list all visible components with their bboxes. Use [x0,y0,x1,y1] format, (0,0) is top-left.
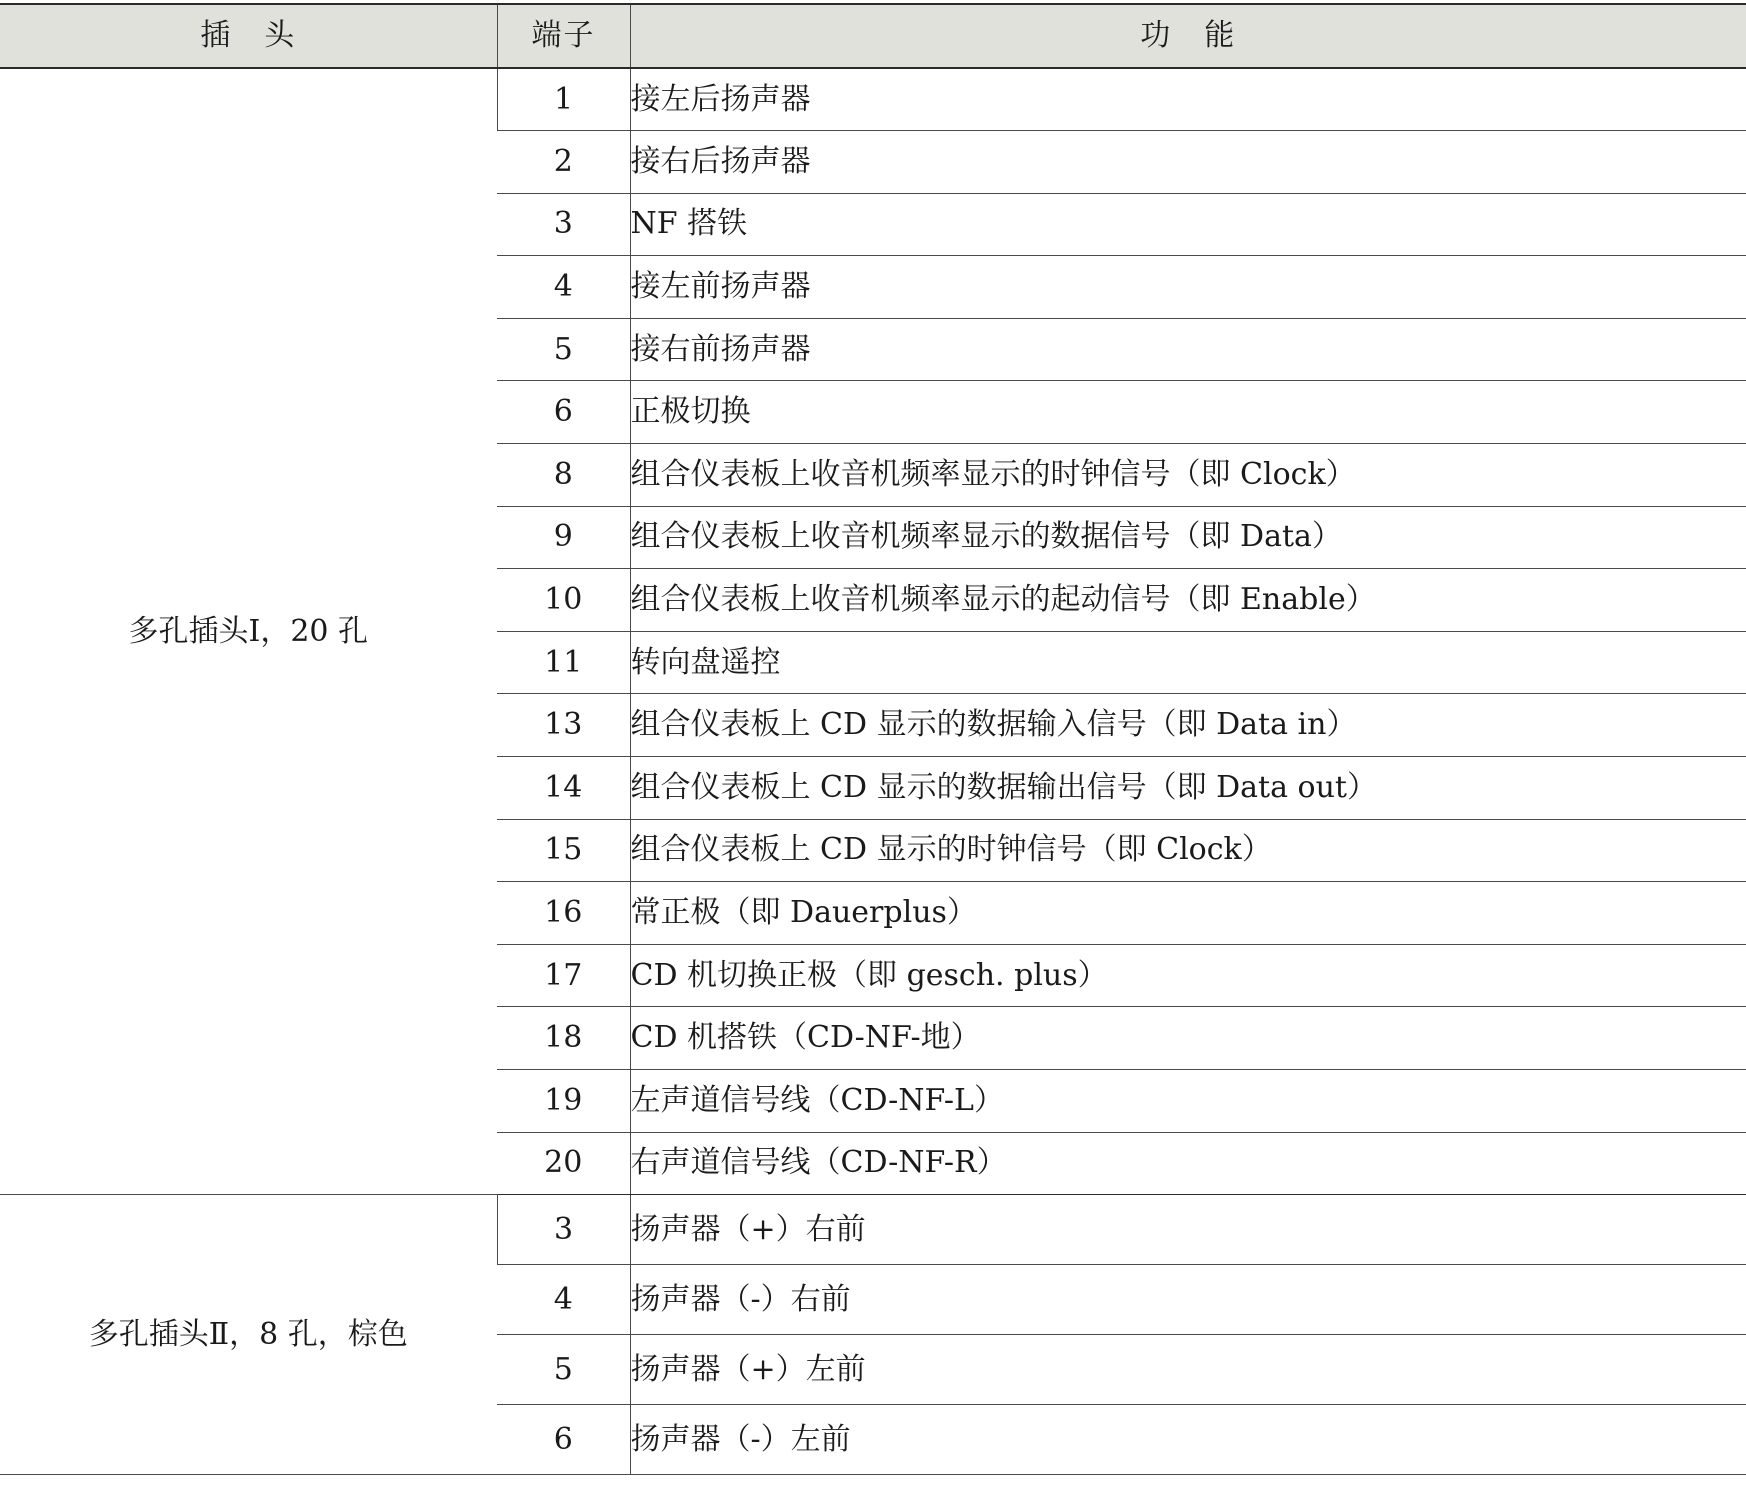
pin-function-cell: 组合仪表板上 CD 显示的数据输入信号（即 Data in） [630,694,1746,757]
table-row [0,1195,1746,1265]
pin-function-cell: 接左前扬声器 [630,256,1746,319]
pin-function-cell: NF 搭铁 [630,193,1746,256]
pin-number-cell: 4 [497,1265,630,1335]
pin-function-cell: 接左后扬声器 [630,68,1746,131]
table-row [0,68,1746,131]
plug-group-2 [0,1195,1746,1475]
pin-number-cell: 2 [497,131,630,194]
pin-number-cell: 10 [497,569,630,632]
table-header [0,4,1746,68]
pin-number-cell: 13 [497,694,630,757]
pin-function-cell: 扬声器（+）右前 [630,1195,1746,1265]
pin-function-cell: 扬声器（-）右前 [630,1265,1746,1335]
pin-function-cell: 组合仪表板上 CD 显示的时钟信号（即 Clock） [630,819,1746,882]
pin-number-cell: 1 [497,68,630,131]
pin-number-cell: 5 [497,318,630,381]
pin-number-cell: 19 [497,1070,630,1133]
pin-number-cell: 6 [497,1405,630,1475]
plug-group-1 [0,68,1746,1195]
pin-number-cell: 4 [497,256,630,319]
pin-number-cell: 18 [497,1007,630,1070]
header-row [0,4,1746,68]
pin-number-cell: 20 [497,1132,630,1195]
pin-number-cell: 14 [497,757,630,820]
pin-number-cell: 8 [497,444,630,507]
pin-number-cell: 3 [497,193,630,256]
pin-number-cell: 5 [497,1335,630,1405]
pin-function-cell: 正极切换 [630,381,1746,444]
pin-function-cell: 扬声器（-）左前 [630,1405,1746,1475]
pin-function-cell: 转向盘遥控 [630,631,1746,694]
pin-number-cell: 15 [497,819,630,882]
pin-function-cell: 接右后扬声器 [630,131,1746,194]
pin-function-cell: 接右前扬声器 [630,318,1746,381]
pin-number-cell: 3 [497,1195,630,1265]
pin-number-cell: 9 [497,506,630,569]
pin-function-cell: 组合仪表板上 CD 显示的数据输出信号（即 Data out） [630,757,1746,820]
plug-name-cell: 多孔插头Ⅱ，8 孔，棕色 [0,1195,497,1475]
pin-function-cell: 组合仪表板上收音机频率显示的数据信号（即 Data） [630,506,1746,569]
pin-number-cell: 11 [497,631,630,694]
pin-function-cell: 扬声器（+）左前 [630,1335,1746,1405]
header-plug: 插 头 [0,4,497,68]
connector-pin-table [0,3,1746,1475]
header-pin: 端子 [497,4,630,68]
pin-number-cell: 16 [497,882,630,945]
pin-function-cell: 右声道信号线（CD-NF-R） [630,1132,1746,1195]
pin-function-cell: 组合仪表板上收音机频率显示的时钟信号（即 Clock） [630,444,1746,507]
pin-function-cell: 常正极（即 Dauerplus） [630,882,1746,945]
pin-function-cell: CD 机切换正极（即 gesch. plus） [630,944,1746,1007]
plug-name-cell: 多孔插头Ⅰ，20 孔 [0,68,497,1195]
pin-function-cell: 左声道信号线（CD-NF-L） [630,1070,1746,1133]
header-function: 功 能 [630,4,1746,68]
pin-number-cell: 17 [497,944,630,1007]
pin-number-cell: 6 [497,381,630,444]
pin-function-cell: CD 机搭铁（CD-NF-地） [630,1007,1746,1070]
pin-function-cell: 组合仪表板上收音机频率显示的起动信号（即 Enable） [630,569,1746,632]
